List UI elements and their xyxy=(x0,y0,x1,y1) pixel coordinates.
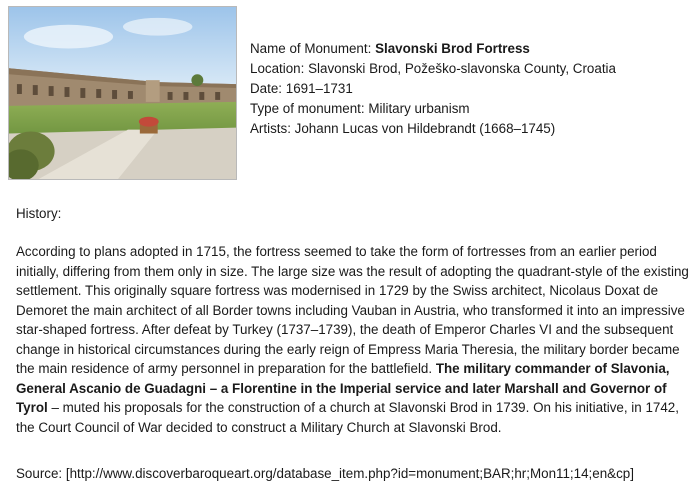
artists-value: Johann Lucas von Hildebrandt (1668–1745) xyxy=(294,121,556,136)
date-value: 1691–1731 xyxy=(285,81,353,96)
fortress-photo xyxy=(8,6,237,180)
monument-name-label: Name of Monument: xyxy=(250,41,372,56)
type-value: Military urbanism xyxy=(368,101,470,116)
date-row xyxy=(250,79,616,99)
history-text-bold: The military commander of Slavonia, General Ascanio de Guadagni – a Florentine in the Imperial service and later Marshall and Governor of Tyrol xyxy=(16,361,670,415)
type-row xyxy=(250,99,616,119)
history-paragraph xyxy=(16,242,691,437)
location-row xyxy=(250,59,616,79)
source-link[interactable]: Source: [http://www.discoverbaroqueart.org/database_item.php?id=monument;BAR;hr;Mon11;14;en&cp] xyxy=(16,466,634,481)
date-label: Date: xyxy=(250,81,283,96)
location-value: Slavonski Brod, Požeško-slavonska County, Croatia xyxy=(308,61,616,76)
artists-row xyxy=(250,119,616,139)
monument-name-value: Slavonski Brod Fortress xyxy=(375,41,530,56)
history-text-part1: According to plans adopted in 1715, the fortress seemed to take the form of fortresses from an earlier period initially, differing from them only in size. The large size was the result of adopting the quadrant-style of the existing settlement. This originally square fortress was modernised in 1729 by the Swiss architect, Nicolaus Doxat de Demoret the main architect of all Border towns including Vauban in Austria, who transformed it into an impressive star-shaped fortress. After defeat by Turkey (1737–1739), the death of Emperor Charles VI and the subsequent change in historical circumstances during the early reign of Empress Maria Theresia, the military border became the main residence of army personnel in preparation for the battlefield. xyxy=(16,244,689,376)
artists-label: Artists: xyxy=(250,121,291,136)
history-heading: History: xyxy=(16,206,62,221)
location-label: Location: xyxy=(250,61,305,76)
history-text-part2: – muted his proposals for the construction of a church at Slavonski Brod in 1739. On his initiative, in 1742, the Court Council of War decided to construct a Military Church at Slavonski Brod. xyxy=(16,400,679,435)
type-label: Type of monument: xyxy=(250,101,365,116)
monument-info xyxy=(250,39,616,139)
monument-name-row xyxy=(250,39,616,59)
fortress-photo-icon xyxy=(9,7,236,179)
